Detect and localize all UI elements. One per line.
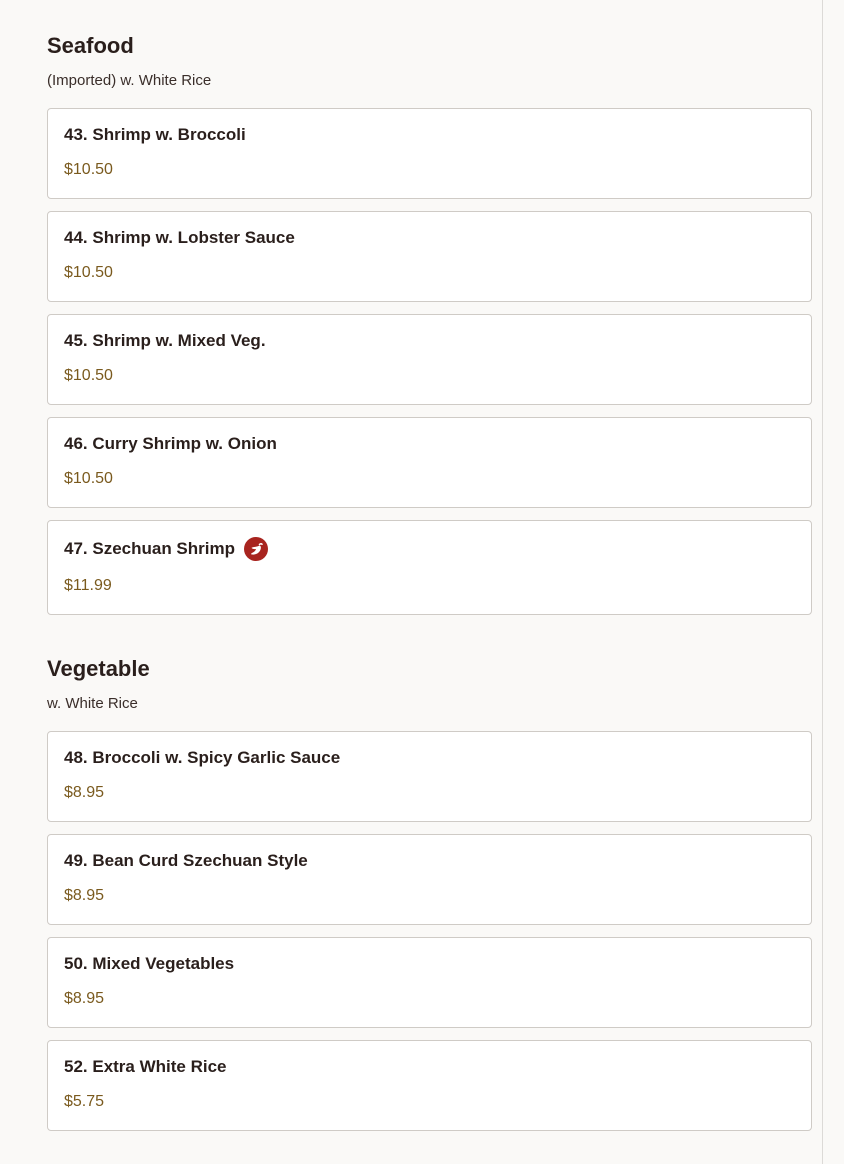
section-subtitle: w. White Rice (47, 695, 138, 712)
menu-item-card[interactable] (47, 834, 812, 925)
section-seafood (47, 33, 812, 615)
section-vegetable (47, 656, 812, 1132)
menu-item-card[interactable] (47, 1040, 812, 1131)
menu-item-card[interactable] (47, 314, 812, 405)
item-price: $10.50 (64, 367, 113, 384)
item-price: $8.95 (64, 887, 105, 904)
section-title: Seafood (47, 33, 134, 58)
item-price: $10.50 (64, 264, 113, 281)
item-name: 48. Broccoli w. Spicy Garlic Sauce (64, 748, 341, 767)
item-price: $5.75 (64, 1093, 105, 1110)
item-name: 52. Extra White Rice (64, 1057, 227, 1076)
menu-item-card[interactable] (47, 520, 812, 615)
item-name-row (64, 537, 268, 561)
menu-item-card[interactable] (47, 211, 812, 302)
menu-item-card[interactable] (47, 937, 812, 1028)
item-price: $11.99 (64, 577, 112, 594)
item-name: 50. Mixed Vegetables (64, 954, 235, 973)
item-price: $10.50 (64, 470, 113, 487)
menu-item-card[interactable] (47, 108, 812, 199)
chili-pepper-icon (244, 537, 268, 561)
item-price: $8.95 (64, 784, 105, 801)
menu-item-card[interactable] (47, 731, 812, 822)
item-name: 44. Shrimp w. Lobster Sauce (64, 228, 295, 247)
item-name: 46. Curry Shrimp w. Onion (64, 434, 277, 453)
section-subtitle: (Imported) w. White Rice (47, 72, 212, 89)
item-name: 43. Shrimp w. Broccoli (64, 125, 246, 144)
menu-item-card[interactable] (47, 417, 812, 508)
item-price: $10.50 (64, 161, 113, 178)
item-name: 49. Bean Curd Szechuan Style (64, 851, 308, 870)
item-price: $8.95 (64, 990, 105, 1007)
item-name: 45. Shrimp w. Mixed Veg. (64, 331, 266, 350)
item-name: 47. Szechuan Shrimp (64, 539, 235, 558)
section-title: Vegetable (47, 656, 150, 681)
